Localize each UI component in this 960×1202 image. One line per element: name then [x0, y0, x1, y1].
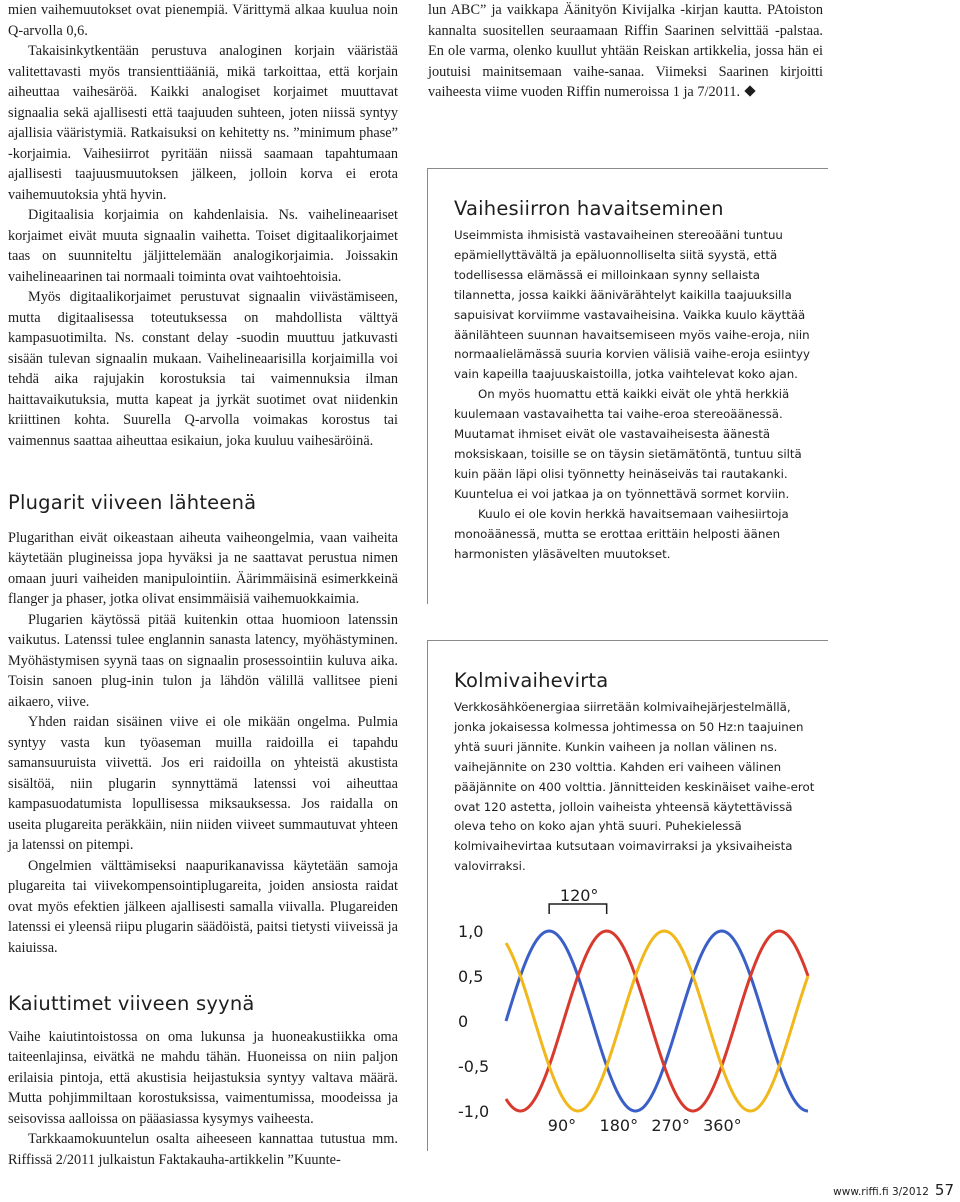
page-number: 57 [934, 1181, 954, 1199]
series-line-1 [506, 931, 808, 1111]
annotation-bracket [549, 904, 607, 914]
sidebar-box-vaihesiirto [427, 168, 828, 604]
section-body-plugarit [8, 528, 398, 959]
continuation-paragraph [428, 0, 823, 103]
paragraph: Yhden raidan sisäinen viive ei ole mikään ongelma. Pulmia syntyy vasta kun työaseman muilla raidoilla ei tapahdu samansuuruista viivettä. Jos eri raidoilla on yhteistä akustista sisältöä, niin plugarin synnyttämä latenssi voi aiheuttaa kampasuodatumista lopullisessa miksauksessa. Jos raidalla on useita plugareita peräkkäin, niin niiden viiveet summautuvat yhteen ja latenssi on pitempi. [8, 714, 398, 853]
paragraph: Verkkosähköenergiaa siirretään kolmivaihejärjestelmällä, jonka jokaisessa kolmessa johtimessa on 50 Hz:n taajuinen yhtä suuri jännite. Kunkin vaiheen ja nollan välinen ns. vaihejännite on 230 volttia. Kahden eri vaiheen välinen pääjännite on 400 volttia. Jännitteiden keskinäiset vaihe-erot ovat 120 astetta, jolloin vaiheista yhteensä käytettävissä oleva teho on koko ajan yhtä suuri. Puhekielessä kolmivaihevirtaa kutsutaan voimavirraksi ja yksivaiheista valovirraksi. [454, 700, 815, 874]
y-tick-label: 0 [458, 1012, 469, 1031]
section-plugarit [8, 493, 398, 958]
section-kaiuttimet [8, 994, 398, 1170]
y-tick-label: -1,0 [458, 1102, 490, 1121]
paragraph: Vaihe kaiutintoistossa on oma lukunsa ja huoneakustiikka oma taiteenlajinsa, eivätkä ne mahdu tähän. Huoneissa on niin paljon erilaisia pintoja, että akustisia heijastuksia syntyy valtava määrä. Mutta pohjimmiltaan korostuksissa, vaimentumissa, moodeissa ja seisovissa aalloissa on pääasiassa kysymys vaiheesta. [8, 1028, 398, 1127]
box-body-kolmivaihe [454, 698, 820, 877]
section-heading-kaiuttimet: Kaiuttimet viiveen syynä [8, 992, 255, 1015]
paragraph: Plugarithan eivät oikeastaan aiheuta vaiheongelmia, vaan vaiheita käytetään plugineissa jopa hyväksi ja ne saattavat perustua nimen omaan juuri vaiheiden manipulointiin. Äärimmäisinä esimerkkeinä flanger ja phaser, jotka olivat ensimmäisiä vaihemuokkaimia. [8, 529, 398, 607]
continuation-text [428, 0, 823, 103]
sidebar-box-vaihesiirto-content [454, 197, 820, 564]
x-tick-label: 270° [651, 1116, 690, 1135]
paragraph: Tarkkaamokuuntelun osalta aiheeseen kannattaa tutustua mm. Riffissä 2/2011 julkaistun Faktakauha-artikkelin ”Kuunte- [8, 1131, 398, 1168]
section-body-kaiuttimet [8, 1027, 398, 1171]
continuation-text-span: lun ABC” ja vaikkapa Äänityön Kivijalka -kirjan kautta. PAtoiston kannalta suositellen seuraamaan Riffin Saarinen selvittää -palstaa. En ole varma, olenko kuullut yhtään Reiskan artikkelia, jossa hän ei joutuisi mainitsemaan vaihe-sanaa. Viimeksi Saarinen kirjoitti vaiheesta viime vuoden Riffin numeroissa 1 ja 7/2011. [428, 2, 823, 100]
intro-text [8, 0, 398, 451]
box-heading-kolmivaihe: Kolmivaihevirta [454, 669, 609, 692]
box-heading-vaihesiirto: Vaihesiirron havaitseminen [454, 197, 724, 220]
paragraph: Plugarien käytössä pitää kuitenkin ottaa huomioon latenssin vaikutus. Latenssi tulee englannin sanasta latency, myöhästyminen. Myöhästymisen syynä taas on signaalin prosessointiin kuluva aika. Toisin sanoen plug-inin tulon ja lähdön välillä vallitsee pieni aikaero, viive. [8, 611, 398, 710]
box-body-vaihesiirto [454, 226, 820, 564]
annotation-120: 120° [559, 886, 599, 905]
three-phase-chart [428, 886, 828, 1136]
sidebar-box-kolmivaihe-content [454, 669, 820, 877]
x-tick-label: 360° [703, 1116, 742, 1135]
paragraph: Takaisinkytkentään perustuva analoginen korjain vääristää valitettavasti myös transienttiääniä, mikä tarkoittaa, että korjain aiheuttaa vaihesäröä. Kaikki analogiset korjaimet muuttavat signaalia sekä ajallisesti että taajuuden suhteen, joten niissä syntyy ajallisia vääristymiä. Ratkaisuksi on kehitetty ns. ”minimum phase” -korjaimia. Vaihesiirrot pyritään niissä saamaan tapahtumaan ajallisesti taajuusmuutoksen jälkeen, jolloin korva ei erota vaihemuutoksia yhtä hyvin. [8, 43, 398, 203]
paragraph: Kuulo ei ole kovin herkkä havaitsemaan vaihesiirtoja monoäänessä, mutta se erottaa erittäin helposti äänen harmonisten yläsävelten muutokset. [454, 506, 789, 561]
end-mark-icon [744, 85, 755, 96]
y-tick-label: 0,5 [458, 967, 484, 986]
paragraph: Useimmista ihmisistä vastavaiheinen stereoääni tuntuu epämiellyttävältä ja epäluonnolliselta siitä syystä, että todellisessa elämässä ei milloinkaan synny sellaista tilannetta, jossa kaikki äänivärähtelyt kaikilla taajuuksilla sapuisivat korviimme vastavaiheisina. Vaikka kuulo käyttää äänilähteen suunnan havaitsemiseen myös vaihe-eroja, niin normaalielämässä suuria korvien välisiä vaihe-eroja esiintyy vain kapeilla taajuuskaistoilla, jotka vaihtelevat koko ajan. [454, 228, 811, 382]
paragraph: Digitaalisia korjaimia on kahdenlaisia. Ns. vaihelineaariset korjaimet eivät muuta signaalin vaihetta. Toiset digitaalikorjaimet taas on suunniteltu jäljittelemään analogikorjaimia. Joissakin vaihelineaarinen tai normaali toiminta ovat vaihtoehtoisia. [8, 207, 398, 285]
paragraph: Ongelmien välttämiseksi naapurikanavissa käytetään samoja plugareita tai viivekompensointiplugareita, joiden ansiosta raidat ovat myös efektien jälkeen ajallisesti samalla viivalla. Plugareiden latenssi ei yleensä riipu plugarin säädöistä, paitsi tietysti viiveissä ja kaiuissa. [8, 857, 398, 956]
paragraph: On myös huomattu että kaikki eivät ole yhtä herkkiä kuulemaan vastavaihetta tai vaihe-eroa stereoäänessä. Muutamat ihmiset eivät ole vastavaiheisesta äänestä moksiskaan, toisille se on täysin sietämätöntä, tuntuu siltä kuin pään läpi olisi työnnetty heinäseiväs tai rautakanki. Kuuntelua ei voi jatkaa ja on työnnettävä sormet korviin. [454, 387, 802, 501]
paragraph: Myös digitaalikorjaimet perustuvat signaalin viivästämiseen, mutta digitaalisessa toteutuksessa on mahdollista välttyä kampasuotimilta. Ns. constant delay -suodin muuttuu jatkuvasti sisään tulevan signaalin mukaan. Vaihelineaarisilla korjaimilla voi tehdä aika rajujakin korostuksia tai vaimennuksia ilman haittavaikutuksia, mutta kapeat ja jyrkät suotimet ovat niidenkin kriittinen kohta. Suurella Q-arvolla voimakas korostus tai vaimennus saattaa aiheuttaa esikaiun, joka kuuluu vaihesäröinä. [8, 289, 398, 449]
x-tick-label: 90° [547, 1116, 577, 1135]
x-tick-label: 180° [599, 1116, 639, 1135]
section-heading-plugarit: Plugarit viiveen lähteenä [8, 491, 257, 514]
footer-url-issue: www.riffi.fi 3/2012 [833, 1186, 929, 1198]
y-tick-label: -0,5 [458, 1057, 490, 1076]
sidebar-box-kolmivaihe [427, 640, 828, 1151]
page-footer [833, 1180, 954, 1199]
paragraph: mien vaihemuutokset ovat pienempiä. Värittymä alkaa kuulua noin Q-arvolla 0,6. [8, 2, 398, 39]
y-tick-label: 1,0 [458, 922, 484, 941]
